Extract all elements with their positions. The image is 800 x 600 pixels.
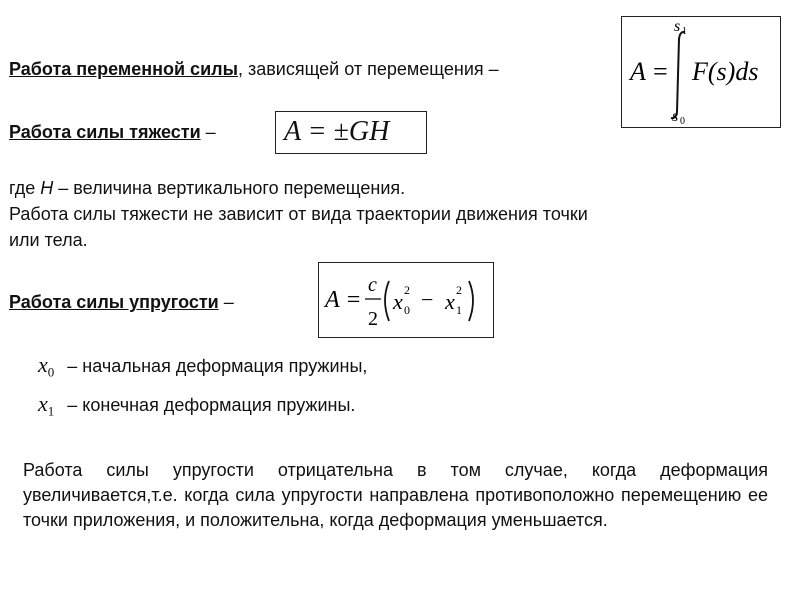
right-paren-icon (469, 281, 473, 321)
minus-sign: − (421, 287, 434, 312)
legend-item-x0 (38, 354, 367, 384)
elastic-suffix: – (218, 292, 234, 312)
legend-x1-sub: 1 (47, 403, 55, 419)
gravity-formula: A = ±GH (284, 116, 390, 147)
integral-lower-sub: 0 (680, 116, 685, 127)
legend-x1-text: – конечная деформация пружины. (67, 395, 356, 415)
variable-force-suffix: , зависящей от перемещения – (237, 59, 499, 79)
frac-denominator: 2 (368, 308, 378, 330)
elastic-line (9, 291, 234, 313)
variable-force-line (9, 58, 499, 80)
elastic-conclusion: Работа силы упругости отрицательна в том случае, когда деформация увеличивается,т.е. когда сила упругости направлена противоположно перемещению ее точки приложения, и положительна, когда деформация уменьшается. (23, 460, 768, 530)
x0-sub: 0 (404, 303, 410, 317)
gravity-formula-box (275, 111, 427, 154)
formula-lhs: A (630, 57, 646, 86)
gravity-note (9, 177, 405, 199)
elastic-lhs: A = (325, 287, 362, 313)
gravity-statement-line2: или тела. (9, 230, 88, 250)
x1-sub: 1 (456, 303, 462, 317)
left-paren-icon (385, 281, 389, 321)
legend-x0-var: x (38, 352, 48, 377)
legend-item-x1 (38, 393, 355, 423)
x1-var: x (445, 289, 455, 314)
gravity-note-var: H (40, 178, 54, 198)
integral-lower-limit: s (672, 108, 679, 125)
x0-var: x (393, 289, 403, 314)
integral-formula (622, 17, 780, 127)
x0-sup: 2 (404, 283, 410, 297)
frac-numerator: c (368, 274, 377, 296)
gravity-label: Работа силы тяжести (9, 122, 201, 142)
integral-formula-box (621, 16, 781, 128)
variable-force-label: Работа переменной силы (9, 59, 238, 79)
legend-x1-var: x (38, 391, 48, 416)
integral-sign-icon (671, 32, 685, 118)
gravity-statement-line1: Работа силы тяжести не зависит от вида траектории движения точки (9, 204, 588, 224)
integral-upper-sub: 1 (682, 26, 687, 37)
integrand: F(s)ds (692, 57, 759, 86)
gravity-line (9, 121, 216, 143)
gravity-note-prefix: где (9, 178, 41, 198)
legend-x0-sub: 0 (47, 364, 55, 380)
elastic-label: Работа силы упругости (9, 292, 219, 312)
formula-equals: = (653, 57, 668, 86)
gravity-note-suffix: – величина вертикального перемещения. (53, 178, 406, 198)
x1-sup: 2 (456, 283, 462, 297)
elastic-formula (319, 263, 493, 337)
integral-upper-limit: s (674, 18, 681, 35)
legend-x0-text: – начальная деформация пружины, (67, 356, 368, 376)
elastic-formula-box (318, 262, 494, 338)
gravity-suffix: – (200, 122, 216, 142)
